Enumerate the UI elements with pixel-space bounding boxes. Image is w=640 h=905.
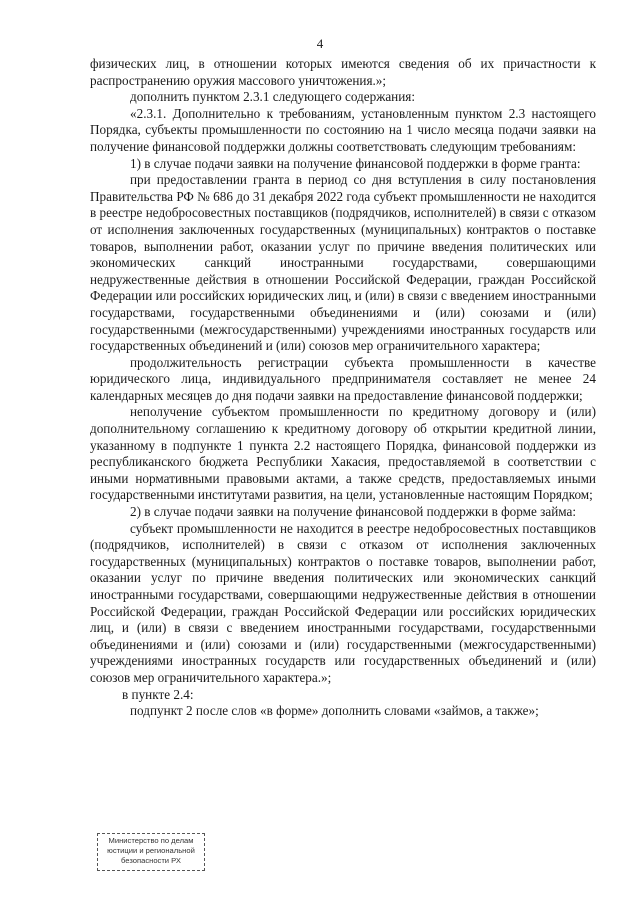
- paragraph-3: «2.3.1. Дополнительно к требованиям, установленным пунктом 2.3 настоящего Порядка, субъекты промышленности по состоянию на 1 число месяца подачи заявки на получение финансовой поддержки должны соответствовать следующим требованиям:: [90, 105, 596, 154]
- page-number: 4: [316, 36, 324, 51]
- stamp-line-2: юстиции и региональной: [107, 846, 195, 855]
- paragraph-8: 2) в случае подачи заявки на получение финансовой поддержки в форме займа:: [130, 504, 577, 520]
- paragraph-4: 1) в случае подачи заявки на получение финансовой поддержки в форме гранта:: [130, 155, 581, 171]
- paragraph-10: в пункте 2.4:: [122, 686, 194, 702]
- paragraph-1: физических лиц, в отношении которых имеются сведения об их причастности к распространению оружия массового уничтожения.»;: [90, 56, 596, 88]
- paragraph-5: при предоставлении гранта в период со дня вступления в силу постановления Правительства РФ № 686 до 31 декабря 2022 года субъект промышленности не находится в реестре недобросовестных поставщиков (подрядчиков, исполнителей) в связи с отказом от исполнения заключенных государственных (муниципальных) контрактов о поставке товаров, выполнении работ, оказании услуг по причине введения политических или экономических санкций иностранными государствами, совершающими недружественные действия в отношении Российской Федерации, граждан Российской Федерации или российских юридических лиц, и (или) в связи с введением иностранными государствами, государственными объединениями и (или) союзами и (или) государственными (межгосударственными) учреждениями иностранных государств или государственных объединений и (или) союзов мер ограничительного характера;: [90, 172, 596, 354]
- stamp-line-1: Министерство по делам: [108, 836, 194, 845]
- paragraph-6: продолжительность регистрации субъекта промышленности в качестве юридического лица, индивидуального предпринимателя составляет не менее 24 календарных месяцев до дня подачи заявки на предоставление финансовой поддержки;: [90, 354, 596, 403]
- paragraph-9: субъект промышленности не находится в реестре недобросовестных поставщиков (подрядчиков, исполнителей) в связи с отказом от исполнения заключенных государственных (муниципальных) контрактов о поставке товаров, выполнении работ, оказании услуг по причине введения политических или экономических санкций иностранными государствами, совершающими недружественные действия в отношении Российской Федерации, граждан Российской Федерации или российских юридических лиц, и (или) в связи с введением иностранными государствами, государственными объединениями и (или) союзами и (или) государственными (межгосударственными) учреждениями иностранных государств или государственных объединений и (или) союзов мер ограничительного характера.»;: [90, 520, 596, 685]
- ministry-stamp: [97, 833, 205, 871]
- paragraph-11: подпункт 2 после слов «в форме» дополнить словами «займов, а также»;: [130, 703, 539, 719]
- document-body: [90, 56, 596, 720]
- paragraph-7: неполучение субъектом промышленности по кредитному договору и (или) дополнительному соглашению к кредитному договору об открытии кредитной линии, указанному в подпункте 1 пункта 2.2 настоящего Порядка, финансовой поддержки из республиканского бюджета Республики Хакасия, предоставляемой в соответствии с иными нормативными правовыми актами, а также средств, предоставляемых иными государственными институтами развития, на цели, установленные настоящим Порядком;: [90, 404, 596, 503]
- stamp-line-3: безопасности РХ: [121, 856, 181, 865]
- paragraph-2: дополнить пунктом 2.3.1 следующего содержания:: [130, 89, 416, 105]
